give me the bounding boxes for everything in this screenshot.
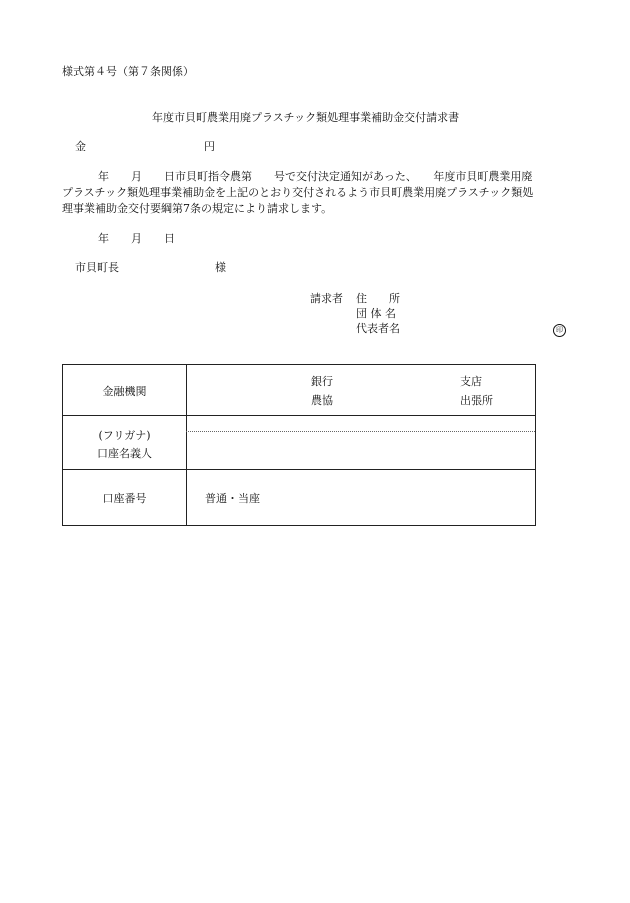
addressee-honorific: 様 [215,261,226,274]
furigana-label: (フリガナ) [98,429,151,442]
body-line-2: プラスチック類処理事業補助金を上記のとおり交付されるよう市貝町農業用廃プラスチック類処 [62,186,534,199]
account-number-field[interactable] [273,470,536,525]
addressee-name: 市貝町長 [75,261,119,274]
body-line-1: 年 月 日市貝町指令農第 号で交付決定通知があった、 年度市貝町農業用廃 [98,170,533,183]
representative-label: 代表者名 [356,322,400,335]
amount-field[interactable] [95,138,195,155]
bank-account-table [62,364,536,526]
amount-prefix: 金 [75,140,86,153]
form-number: 様式第４号（第７条関係） [62,65,194,78]
page-title: 年度市貝町農業用廃プラスチック類処理事業補助金交付請求書 [152,111,460,124]
request-date: 年 月 日 [98,232,175,245]
financial-institution-label: 金融機関 [102,385,147,398]
amount-suffix: 円 [204,140,215,153]
group-name-label: 団 体 名 [356,307,396,320]
bank-label: 銀行 [311,375,333,388]
branch-label: 支店 [460,375,482,388]
account-type-label: 普通・当座 [205,492,260,505]
account-holder-field[interactable] [187,432,536,468]
coop-label: 農協 [311,394,333,407]
seal-mark [553,322,566,337]
applicant-label: 請求者 [310,292,343,305]
address-label: 住 所 [356,292,400,305]
body-line-3: 理事業補助金交付要綱第7条の規定により請求します。 [62,202,333,215]
branch-office-label: 出張所 [460,394,493,407]
furigana-field[interactable] [187,416,536,431]
seal-icon: 印 [553,324,566,337]
account-number-label: 口座番号 [102,492,147,505]
account-holder-label: 口座名義人 [97,447,152,460]
